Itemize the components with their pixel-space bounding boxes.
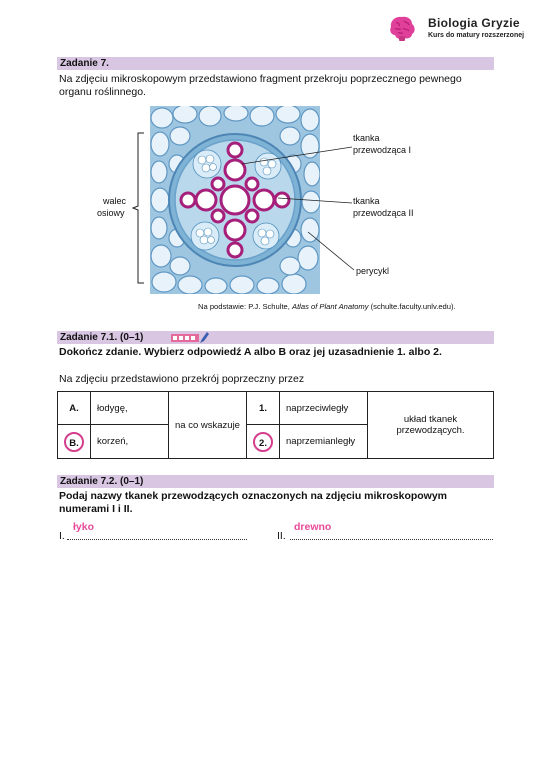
selected-answer-circle: B. <box>64 432 84 452</box>
option-a-letter[interactable]: A. <box>58 392 91 425</box>
figure-credit: Na podstawie: P.J. Schulte, Atlas of Plant Anatomy (schulte.faculty.unlv.edu). <box>198 302 456 311</box>
option-2-text: naprzemianległy <box>280 425 368 459</box>
label-tkanka-2-line1: tkanka <box>353 196 380 206</box>
option-a-text: łodygę, <box>91 392 169 425</box>
pencil-badge-icon <box>171 332 209 344</box>
brain-logo-icon <box>387 14 417 44</box>
task-7-2-title: Zadanie 7.2. (0–1) <box>60 476 144 487</box>
task-7-1-title: Zadanie 7.1. (0–1) <box>60 332 144 343</box>
option-ending: układ tkanek przewodzących. <box>368 392 494 459</box>
label-walec-line1: walec <box>103 196 127 206</box>
task-7-bar <box>57 57 494 70</box>
answer-ii-label: II. <box>277 530 286 542</box>
answer-options-table <box>57 391 494 459</box>
answer-ii-line[interactable] <box>290 539 493 540</box>
option-b-text: korzeń, <box>91 425 169 459</box>
option-1-text: naprzeciwległy <box>280 392 368 425</box>
task-7-1-stem: Na zdjęciu przedstawiono przekrój poprzeczny przez <box>59 373 305 385</box>
selected-justification-circle: 2. <box>253 432 273 452</box>
task-7-1-instruction: Dokończ zdanie. Wybierz odpowiedź A albo B oraz jej uzasadnienie 1. albo 2. <box>59 346 442 358</box>
answer-i-line[interactable] <box>67 539 247 540</box>
task-7-2-instruction-line2: numerami I i II. <box>59 503 133 515</box>
option-2-letter[interactable] <box>247 425 280 459</box>
label-tkanka-1-line1: tkanka <box>353 133 380 143</box>
walec-bracket <box>130 132 150 284</box>
label-perycykl: perycykl <box>356 266 390 276</box>
option-1-letter[interactable]: 1. <box>247 392 280 425</box>
option-b-letter[interactable] <box>58 425 91 459</box>
label-tkanka-1-line2: przewodząca I <box>353 145 412 155</box>
option-connector: na co wskazuje <box>169 392 247 459</box>
label-leader-lines <box>240 140 355 275</box>
answer-i-label: I. <box>59 530 65 542</box>
task-7-intro-line1: Na zdjęciu mikroskopowym przedstawiono fragment przekroju poprzecznego pewnego <box>59 73 462 85</box>
answer-ii: drewno <box>294 521 332 533</box>
answer-i: łyko <box>73 521 95 533</box>
label-walec-line2: osiowy <box>97 208 125 218</box>
brand-subtitle: Kurs do matury rozszerzonej <box>428 32 525 39</box>
task-7-intro-line2: organu roślinnego. <box>59 86 146 98</box>
task-7-title: Zadanie 7. <box>60 58 109 69</box>
label-tkanka-2-line2: przewodząca II <box>353 208 414 218</box>
task-7-2-instruction-line1: Podaj nazwy tkanek przewodzących oznaczonych na zdjęciu mikroskopowym <box>59 490 448 502</box>
brand-name: Biologia Gryzie <box>428 16 520 30</box>
